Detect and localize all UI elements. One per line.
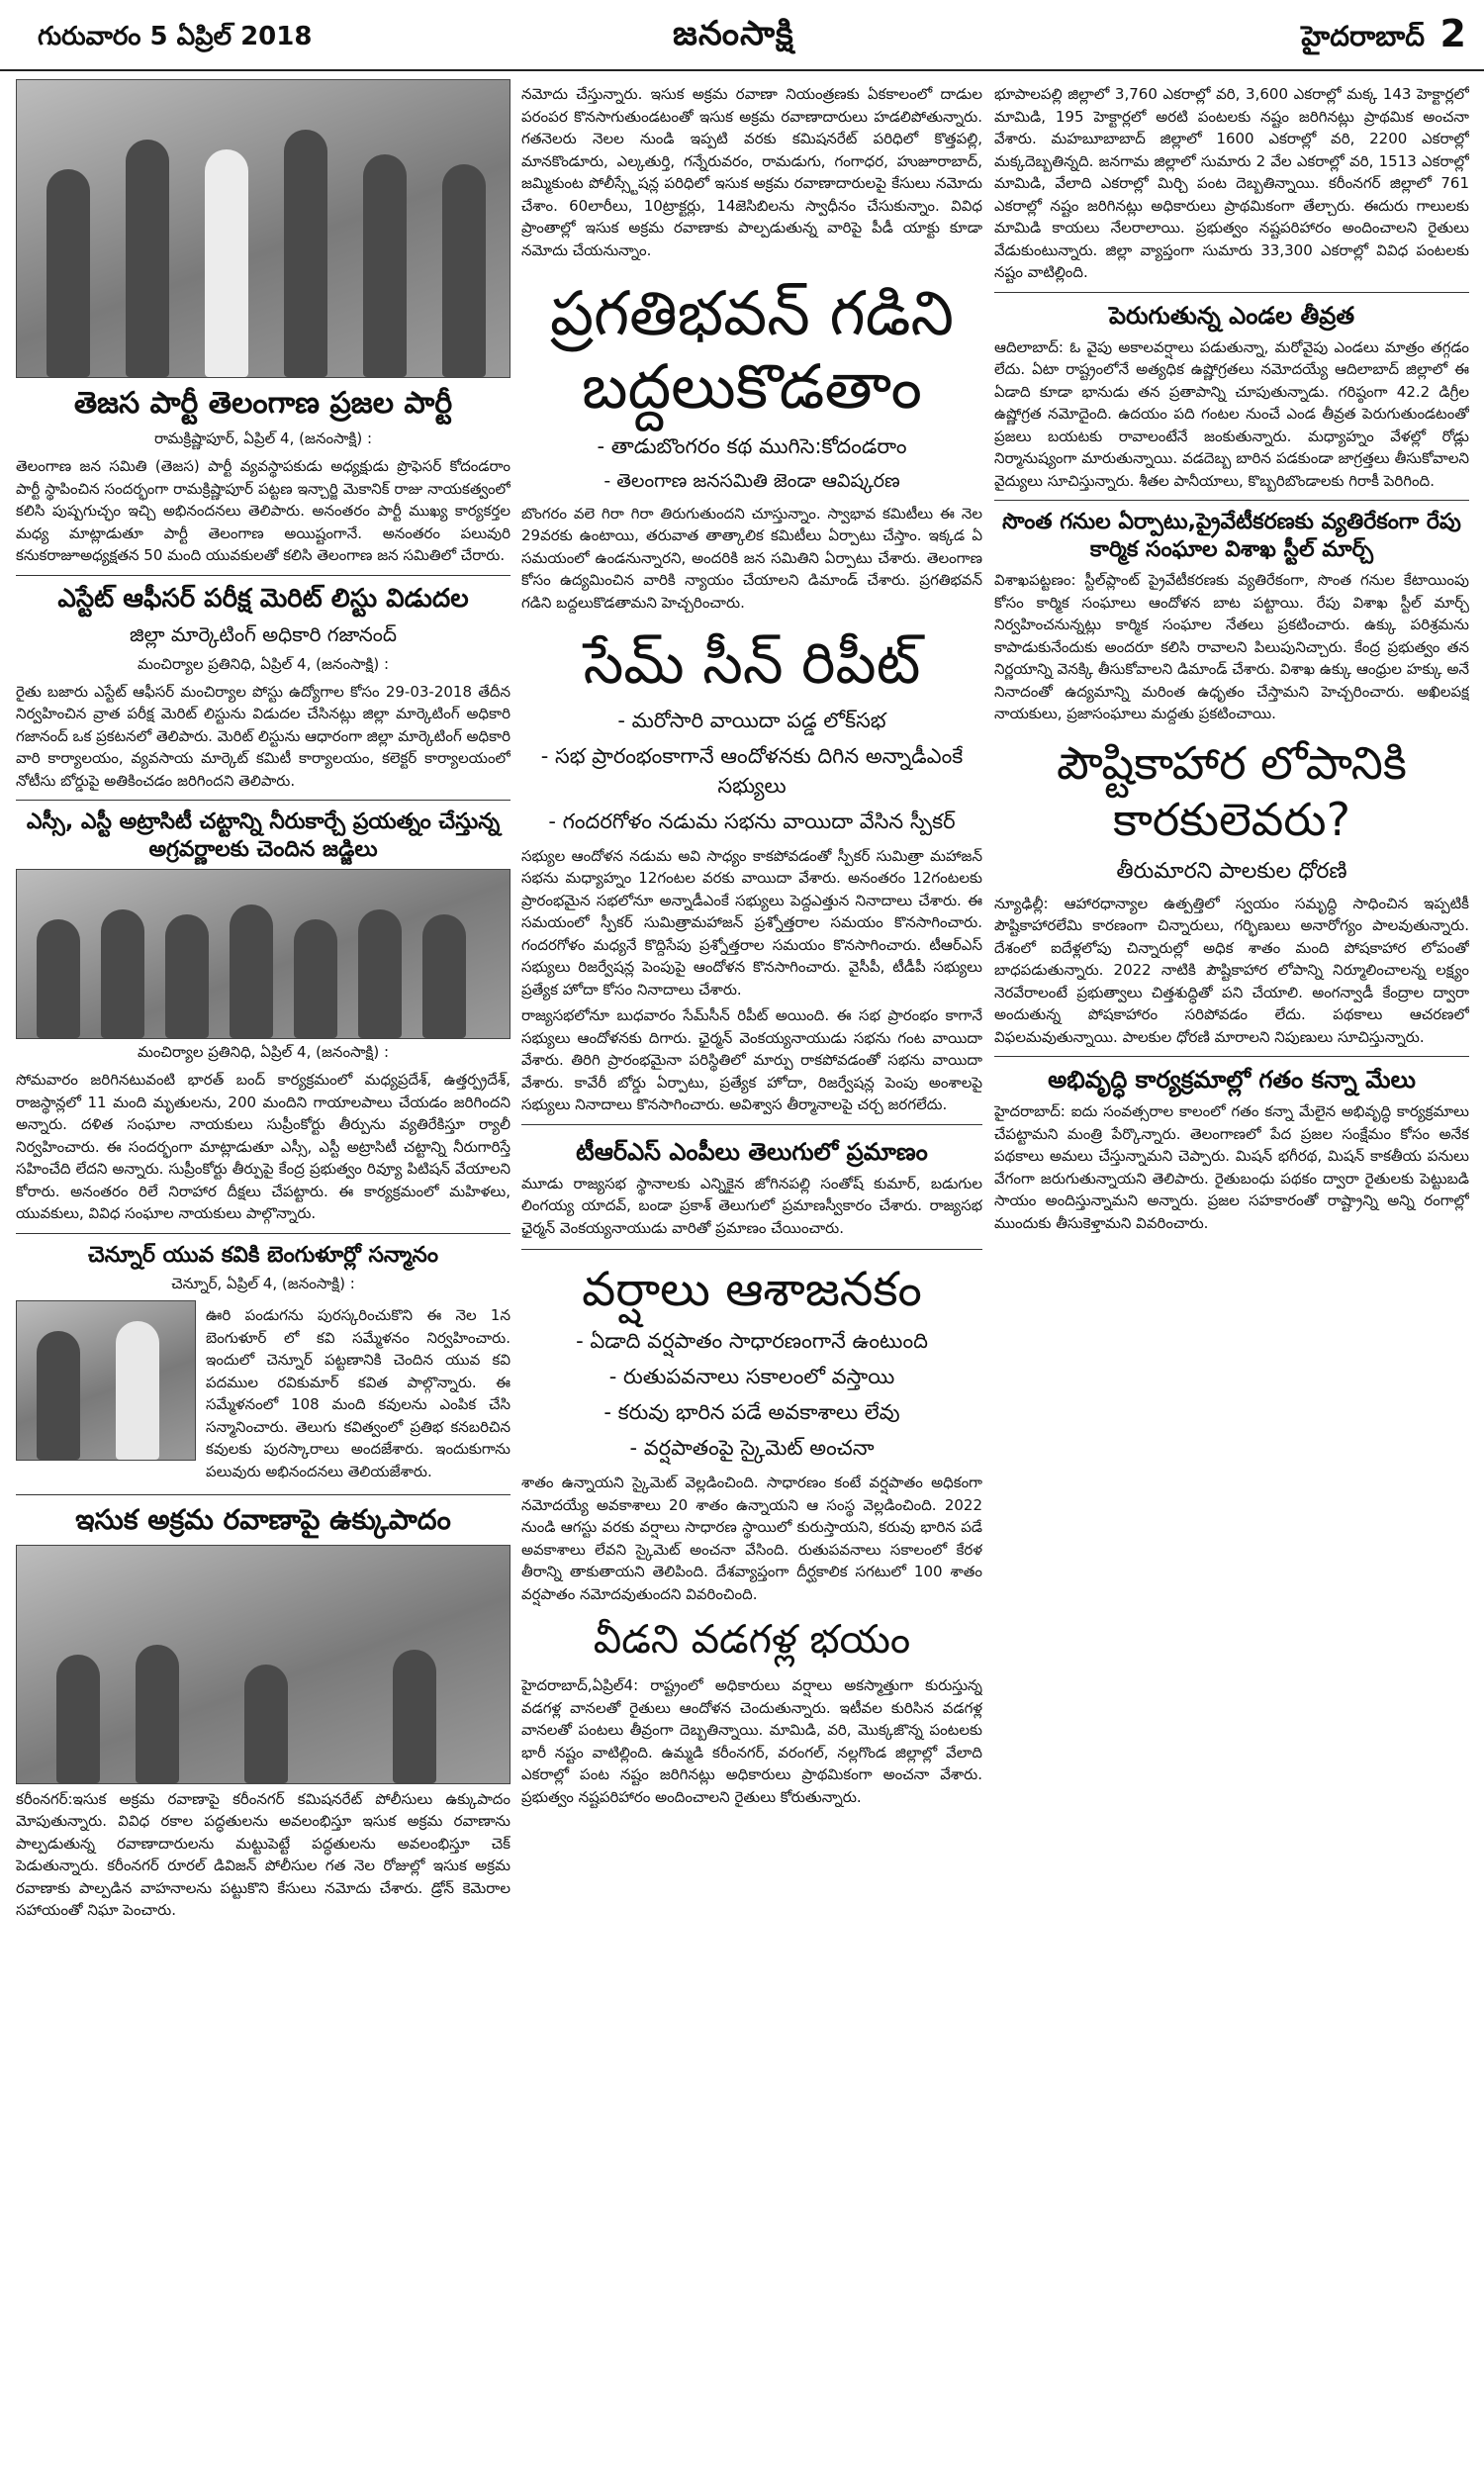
trs-oath-headline: టీఆర్ఎస్ ఎంపీలు తెలుగులో ప్రమాణం: [576, 1137, 928, 1166]
samescene-body-2: రాజ్యసభలోనూ బుధవారం సేమ్‌సీన్ రిపీట్ అయింది. ఈ సభ ప్రారంభం కాగానే సభ్యులు ఆందోళనకు దిగారు. ఛైర్మన్ వెంకయ్యనాయుడు సభను గంట వాయిదా వేశారు. తిరిగి ప్రారంభమైనా పరిస్థితిలో మార్పు రాకపోవడంతో సభను వాయిదా వేశారు. కావేరీ బోర్డు ఏర్పాటు, ప్రత్యేక హోదా, రిజర్వేషన్ల పెంపు అంశాలపై సభ్యులు నినాదాలు కొనసాగించారు. అవిశ్వాస తీర్మానాలపై చర్చ జరగలేదు.: [521, 1006, 982, 1114]
story-sand-body: కరీంనగర్:ఇసుక అక్రమ రవాణాపై కరీంనగర్ కమిషనరేట్ పోలీసులు ఉక్కుపాదం మోపుతున్నారు. వివిధ రకాల పద్ధతులను అవలంభిస్తూ ఇసుక అక్రమ రవాణాను పాల్పడుతున్న రవాణాదారులను మట్టుపెట్టే పద్ధతులను అవలంభిస్తూ చెక్ పెడుతున్నారు. కరీంనగర్ రూరల్ డివిజన్ పోలీసుల గత నెల రోజుల్లో ఇసుక అక్రమ రవాణాకు పాల్పడిన వాహనాలను పట్టుకొని కేసులు నమోదు చేశారు. డ్రోన్ కెమెరాల సహాయంతో నిఘా పెంచారు.: [16, 1789, 510, 1920]
issue-date: గురువారం 5 ఏప్రిల్ 2018: [38, 22, 313, 51]
trs-oath-body: మూడు రాజ్యసభ స్థానాలకు ఎన్నికైన జోగినపల్లి సంతోష్ కుమార్, బడుగుల లింగయ్య యాదవ్, బండా ప్రకాశ్ తెలుగులో ప్రమాణస్వీకారం చేశారు. రాజ్యసభ ఛైర్మన్ వెంకయ్యనాయుడు వారితో ప్రమాణం చేయించారు.: [521, 1174, 982, 1237]
hail-body: హైదరాబాద్,ఏప్రిల్4: రాష్ట్రంలో అధికారులు వర్షాలు అకస్మాత్తుగా కురుస్తున్న వడగళ్ల వానలతో రైతులు ఆందోళన చెందుతున్నారు. ఇటీవల కురిసిన వడగళ్ల వానలతో పంటలు తీవ్రంగా దెబ్బతిన్నాయి. మామిడి, వరి, మొక్కజొన్న పంటలకు భారీ నష్టం వాటిల్లింది. ఉమ్మడి కరీంనగర్, వరంగల్, నల్లగొండ జిల్లాల్లో వేలాది ఎకరాల్లో పంట నష్టం జరిగినట్లు అధికారులు ప్రాథమికంగా అంచనా వేశారు. ప్రభుత్వం నష్టపరిహారం అందించాలని రైతులు కోరుతున్నారు.: [521, 1676, 982, 1806]
rains-point-4: - వర్షపాతంపై స్కైమెట్ అంచనా: [629, 1436, 875, 1461]
samescene-point-1: - మరోసారి వాయిదా పడ్డ లోక్‌సభ: [617, 708, 886, 732]
hail-headline: వీడని వడగళ్ల భయం: [593, 1617, 911, 1664]
development-headline: అభివృద్ధి కార్యక్రమాల్లో గతం కన్నా మేలు: [1048, 1066, 1416, 1094]
story-tejas-body: తెలంగాణ జన సమితి (తెజస) పార్టీ వ్యవస్థాపకుడు అధ్యక్షుడు ప్రొఫెసర్ కోదండరాం పార్టీ స్థాపించిన సందర్భంగా రామక్రిష్ణాపూర్ పట్టణ ఇన్చార్జి మెకానిక్ రాజు నాయకత్వంలో కలిసి పుష్పగుచ్ఛం ఇచ్చి అభినందనలు తెలిపారు. అనంతరం పార్టీ ముఖ్య కార్యకర్తల మధ్య మాట్లాడుతూ పార్టీ తెలంగాణ అయిష్టంగానే. అనంతరం పలువురి కనుకరాజూఅధ్యక్షతన 50 మంది యువకులతో కలిసి తెలంగాణ జన సమితిలో చేరారు.: [16, 457, 510, 564]
nutrition-subhead: తీరుమారని పాలకుల ధోరణి: [1116, 858, 1347, 884]
edition-city: హైదరాబాద్: [1301, 20, 1425, 52]
steel-headline: సొంత గనుల ఏర్పాటు,ప్రైవేటీకరణకు వ్యతిరేకంగా రేపు కార్మిక సంఘాల విశాఖ స్టీల్ మార్చ్: [1002, 510, 1461, 562]
crop-loss-continued: భూపాలపల్లి జిల్లాలో 3,760 ఎకరాల్లో వరి, 3,600 ఎకరాల్లో మక్క 143 హెక్టార్లలో మామిడి, 195 హెక్టార్లలో అరటి పంటలకు నష్టం జరిగినట్లు ప్రాథమిక అంచనా వేశారు. మహబూబాబాద్ జిల్లాలో 1600 ఎకరాల్లో వరి, 2200 ఎకరాల్లో మక్కదెబ్బతిన్నది. జనగామ జిల్లాలో సుమారు 2 వేల ఎకరాల్లో వరి, 1513 ఎకరాల్లో మామిడి, వేలాది ఎకరాల్లో మిర్చి పంట దెబ్బతిన్నాయి. కరీంనగర్ జిల్లాలో 761 ఎకరాల్లో నష్టం జరిగినట్లు అధికారులు ప్రాథమికంగా తేల్చారు. ఈదురు గాలులకు మామిడి కాయలు నేలరాలాయి. ప్రభుత్వం నష్టపరిహారం అందించాలని రైతులు వేడుకుంటున్నారు. జిల్లా వ్యాప్తంగా సుమారు 33,300 ఎకరాల్లో వివిధ పంటలకు నష్టం వాటిల్లింది.: [994, 85, 1469, 281]
lead-point-2: - తెలంగాణ జనసమితి జెండా ఆవిష్కరణ: [603, 469, 900, 492]
column-2: [521, 79, 982, 2465]
photo-women-protest: [16, 869, 510, 1039]
development-body: హైదరాబాద్: ఐదు సంవత్సరాల కాలంలో గతం కన్నా మేలైన అభివృద్ధి కార్యక్రమాలు చేపట్టామని మంత్రి పేర్కొన్నారు. తెలంగాణలో పేద ప్రజల సంక్షేమం కోసం అనేక పథకాలు అమలు చేస్తున్నామని చెప్పారు. మిషన్ భగీరథ, మిషన్ కాకతీయ పనులు వేగంగా జరుగుతున్నాయని తెలిపారు. రైతుబంధు పథకం ద్వారా రైతులకు పెట్టుబడి సాయం అందిస్తున్నామని అన్నారు. ప్రజల సహకారంతో రాష్ట్రాన్ని అన్ని రంగాల్లో ముందుకు తీసుకెళ్తామని వివరించారు.: [994, 1102, 1469, 1232]
story-estate-dateline: మంచిర్యాల ప్రతినిధి, ఏప్రిల్ 4, (జనంసాక్షి) :: [137, 654, 390, 673]
story-estate-body: రైతు బజారు ఎస్టేట్ ఆఫీసర్ మంచిర్యాల పోస్టు ఉద్యోగాల కోసం 29-03-2018 తేదీన నిర్వహించిన వ్రాత పరీక్ష మెరిట్ లిస్టును విడుదల చేసినట్లు జిల్లా మార్కెటింగ్ అధికారి గజానంద్ ఒక ప్రకటనలో తెలిపారు. మెరిట్ లిస్టును ఆధారంగా జిల్లా మార్కెటింగ్ అధికారి వారి కార్యాలయం, వ్యవసాయ మార్కెట్ కమిటీ కార్యాలయం, కలెక్టర్ కార్యాలయంలో నోటీసు బోర్డుపై అతికించడం జరిగిందని తెలిపారు.: [16, 682, 510, 790]
masthead: [0, 0, 1484, 71]
lead-body: బొంగరం వలె గిరా గిరా తిరుగుతుందని చూస్తున్నాం. స్వాభావ కమిటీలు ఈ నెల 29వరకు ఉంటాయి, తరువాత తాత్కాలిక కమిటీలు ఏర్పాటు చేస్తాం. ఇక్కడ ఏ సమయంలో ఉండనున్నారని, అందరికి జన సమితిని ఏర్పాటు చేశారు. తెలంగాణ కోసం ఉద్యమించిన వారికి న్యాయం చేయాలని డిమాండ్ చేశారు. ప్రగతిభవన్ గడిని బద్దలుకొడతామని హెచ్చరించారు.: [521, 504, 982, 612]
page-number: 2: [1439, 12, 1466, 55]
samescene-point-3: - గందరగోళం నడుమ సభను వాయిదా వేసిన స్పీకర్: [548, 809, 956, 833]
photo-sand-inspection: [16, 1545, 510, 1784]
rains-point-2: - రుతుపవనాలు సకాలంలో వస్తాయి: [608, 1365, 895, 1389]
story-poet-dateline: చెన్నూర్, ఏప్రిల్ 4, (జనంసాక్షి) :: [171, 1275, 355, 1293]
steel-body: విశాఖపట్టణం: స్టీల్‌ప్లాంట్ ప్రైవేటీకరణకు వ్యతిరేకంగా, సొంత గనుల కేటాయింపు కోసం కార్మిక సంఘాలు ఆందోళన బాట పట్టాయి. రేపు విశాఖ స్టీల్ మార్చ్ నిర్వహించనున్నట్లు కార్మిక సంఘాల నేతలు ప్రకటించారు. ఉక్కు పరిశ్రమను కాపాడుకునేందుకు అందరూ కలిసి రావాలని పిలుపునిచ్చారు. కేంద్ర ప్రభుత్వం తన నిర్ణయాన్ని వెనక్కి తీసుకోవాలని డిమాండ్ చేశారు. విశాఖ ఉక్కు ఆంధ్రుల హక్కు అనే నినాదంతో ఉద్యమాన్ని మరింత ఉధృతం చేస్తామని హెచ్చరించారు. అఖిలపక్ష నాయకులు, ప్రజాసంఘాలు మద్దతు ప్రకటించాయి.: [994, 571, 1469, 722]
story-tejas-dateline: రామక్రిష్ణాపూర్, ఏప్రిల్ 4, (జనంసాక్షి) :: [153, 429, 373, 447]
story-tejas-headline: తెజస పార్టీ తెలంగాణ ప్రజల పార్టీ: [73, 386, 453, 421]
story-poet-headline: చెన్నూర్ యువ కవికి బెంగుళూర్లో సన్మానం: [88, 1242, 438, 1268]
rains-point-3: - కరువు భారిన పడే అవకాశాలు లేవు: [603, 1400, 900, 1425]
nutrition-body: న్యూఢిల్లీ: ఆహారధాన్యాల ఉత్పత్తిలో స్వయం సమృద్ధి సాధించిన ఇప్పటికీ పౌష్టికాహారలేమి కారణంగా చిన్నారులు, గర్భిణులు అనారోగ్యం పాలవుతున్నారు. దేశంలో ఐదేళ్లలోపు చిన్నారుల్లో అధిక శాతం మంది పోషకాహార లోపంతో బాధపడుతున్నారు. 2022 నాటికి పౌష్టికాహార లోపాన్ని నిర్మూలించాలన్న లక్ష్యం నెరవేరాలంటే ప్రభుత్వాలు చిత్తశుద్ధితో పని చేయాలి. అంగన్వాడీ కేంద్రాల ద్వారా అందుతున్న పోషకాహారం సరిపోవడం లేదు. పథకాలు ఆచరణలో విఫలమవుతున్నాయి. పాలకుల ధోరణి మారాలని నిపుణులు సూచిస్తున్నారు.: [994, 894, 1469, 1046]
story-atrocity-headline: ఎస్సీ, ఎస్టీ అట్రాసిటీ చట్టాన్ని నీరుకార్చే ప్రయత్నం చేస్తున్న అగ్రవర్ణాలకు చెందిన జడ్జిలు: [26, 809, 501, 862]
photo-poet-award: [16, 1300, 196, 1461]
column-3: [994, 79, 1469, 2465]
story-poet-body: ఊరి పండుగను పురస్కరించుకొని ఈ నెల 1న బెంగుళూర్ లో కవి సమ్మేళనం నిర్వహించారు. ఇందులో చెన్నూర్ పట్టణానికి చెందిన యువ కవి పదముల రవికుమార్ కవిత పాల్గొన్నారు. ఈ సమ్మేళనంలో 108 మంది కవులను ఎంపిక చేసి సన్మానించారు. తెలుగు కవిత్వంలో ప్రతిభ కనబరిచిన కవులకు పురస్కారాలు అందజేశారు. ఇందుకుగాను పలువురు అభినందనలు తెలియజేశారు.: [206, 1306, 510, 1480]
story-sand-continued: నమోదు చేస్తున్నారు. ఇసుక అక్రమ రవాణా నియంత్రణకు ఏకకాలంలో దాడుల పరంపర కొనసాగుతుండటంతో ఇసుక అక్రమ రవాణాదారులు హడలిపోతున్నారు. గతనెలరు నెలల నుండి ఇప్పటి వరకు కమిషనరేట్ పరిధిలో కొత్తపల్లి, మానకొండూరు, ఎల్కతుర్తి, గన్నేరువరం, రామడుగు, గంగాధర, హుజూరాబాద్, జమ్మికుంట పోలీస్స్టేషన్ల పరిధిలో ఇసుక అక్రమ రవాణాదారులపై కేసులు నమోదు చేశాం. 60లారీలు, 10ట్రాక్టర్లు, 14జెసిబిలను స్వాధీనం చేసుకున్నాం. వివిధ ప్రాంతాల్లో ఇసుక అక్రమ రవాణాకు పాల్పడుతున్న వారిపై పీడీ యాక్టు కూడా నమోదు చేయనున్నాం.: [521, 85, 982, 259]
column-1: [16, 79, 510, 2465]
samescene-body: సభ్యుల ఆందోళన నడుమ అవి సాధ్యం కాకపోవడంతో స్పీకర్ సుమిత్రా మహాజన్ సభను మధ్యాహ్నం 12గంటల వరకు వాయిదా వేశారు. అనంతరం 12గంటలకు ప్రారంభమైన సభలోనూ అన్నాడీఎంకే సభ్యులు పెద్దఎత్తున నినాదాలు చేశారు. ఈ సమయంలో స్పీకర్ సుమిత్రామహాజన్ ప్రశ్నోత్తరాల సమయం కొనసాగించారు. గందరగోళం మధ్యనే కొద్దిసేపు ప్రశ్నోత్తరాల సమయం కొనసాగించారు. టీఆర్ఎస్ సభ్యులు రిజర్వేషన్ల పెంపుపై ఆందోళన కొనసాగించారు. వైసీపీ, టీడీపీ సభ్యులు ప్రత్యేక హోదా కోసం నినాదాలు చేశారు.: [521, 846, 982, 999]
lead-headline: ప్రగతిభవన్ గడిని బద్దలుకొడతాం: [549, 277, 955, 424]
lead-point-1: - తాడుబొంగరం కథ ముగిసె:కోదండరాం: [597, 433, 907, 458]
heat-body: ఆదిలాబాద్: ఓ వైపు అకాలవర్షాలు పడుతున్నా, మరోవైపు ఎండలు మాత్రం తగ్గడం లేదు. ఏటా రాష్ట్రంలోనే అత్యధిక ఉష్ణోగ్రతలు నమోదయ్యే ఆదిలాబాద్ జిల్లాలో ఈ ఏడాది కూడా భానుడు తన ప్రతాపాన్ని చూపుతున్నాడు. గరిష్ఠంగా 42.2 డిగ్రీల ఉష్ణోగ్రత నమోదైంది. ఉదయం పది గంటల నుంచే ఎండ తీవ్రత పెరుగుతుండటంతో ప్రజలు బయటకు రావాలంటేనే జంకుతున్నారు. మధ్యాహ్నం వేళల్లో రోడ్లు నిర్మానుష్యంగా మారుతున్నాయి. వడదెబ్బ బారిన పడకుండా జాగ్రత్తలు తీసుకోవాలని వైద్యులు సూచిస్తున్నారు. శీతల పానీయాలు, కొబ్బరిబొండాలకు గిరాకీ పెరిగింది.: [994, 337, 1469, 490]
samescene-point-2: - సభ ప్రారంభంకాగానే ఆందోళనకు దిగిన అన్నాడీఎంకే సభ్యులు: [540, 743, 964, 798]
rains-headline: వర్షాలు ఆశాజనకం: [582, 1262, 922, 1318]
story-atrocity-body: సోమవారం జరిగినటువంటి భారత్ బంద్ కార్యక్రమంలో మధ్యప్రదేశ్, ఉత్తర్ప్రదేశ్, రాజస్థాన్లలో 11 మంది మృతులను, 200 మందిని గాయాలపాలు చేయడం జరిగిందని అన్నారు. దళిత సంఘాల నాయకులు సుప్రీంకోర్టు తీర్పును వ్యతిరేకిస్తూ ర్యాలీ నిర్వహించారు. ఈ సందర్భంగా మాట్లాడుతూ ఎస్సీ, ఎస్టీ అట్రాసిటీ చట్టాన్ని నీరుగారిస్తే సహించేది లేదని అన్నారు. సుప్రీంకోర్టు తీర్పుపై కేంద్ర ప్రభుత్వం రివ్యూ పిటిషన్ వేయాలని కోరారు. అనంతరం రిలే నిరాహార దీక్షలు చేపట్టారు. ఈ కార్యక్రమంలో మహిళలు, యువకులు, వివిధ సంఘాల నాయకులు పాల్గొన్నారు.: [16, 1071, 510, 1223]
story-estate-subhead: జిల్లా మార్కెటింగ్ అధికారి గజానంద్: [129, 621, 398, 646]
photo-felicitation: [16, 79, 510, 378]
newspaper-logo: జనంసాక్షి: [673, 14, 794, 53]
heat-headline: పెరుగుతున్న ఎండల తీవ్రత: [1108, 301, 1355, 330]
story-sand-headline: ఇసుక అక్రమ రవాణాపై ఉక్కుపాదం: [75, 1503, 451, 1537]
rains-point-1: - ఏడాది వర్షపాతం సాధారణంగానే ఉంటుంది: [576, 1329, 928, 1354]
story-atrocity-dateline: మంచిర్యాల ప్రతినిధి, ఏప్రిల్ 4, (జనంసాక్షి) :: [137, 1043, 390, 1062]
story-estate-headline: ఎస్టేట్ ఆఫీసర్ పరీక్ష మెరిట్ లిస్టు విడుదల: [57, 583, 469, 614]
rains-body: శాతం ఉన్నాయని స్కైమెట్ వెల్లడించింది. సాధారణం కంటే వర్షపాతం అధికంగా నమోదయ్యే అవకాశాలు 20 శాతం ఉన్నాయని ఆ సంస్థ వెల్లడించింది. 2022 నుండి ఆగస్టు వరకు వర్షాలు సాధారణ స్థాయిలో కురుస్తాయని, కరువు భారిన పడే అవకాశాలు లేవని స్కైమెట్ అంచనా వేసింది. రుతుపవనాలు సకాలంలో కేరళ తీరాన్ని తాకుతాయని తెలిపింది. దేశవ్యాప్తంగా దీర్ఘకాలిక సగటులో 100 శాతం వర్షపాతం నమోదవుతుందని వివరించింది.: [521, 1474, 982, 1603]
nutrition-headline: పౌష్టికాహార లోపానికి కారకులెవరు?: [1057, 735, 1407, 846]
samescene-headline: సేమ్ సీన్ రిపీట్: [583, 629, 921, 698]
